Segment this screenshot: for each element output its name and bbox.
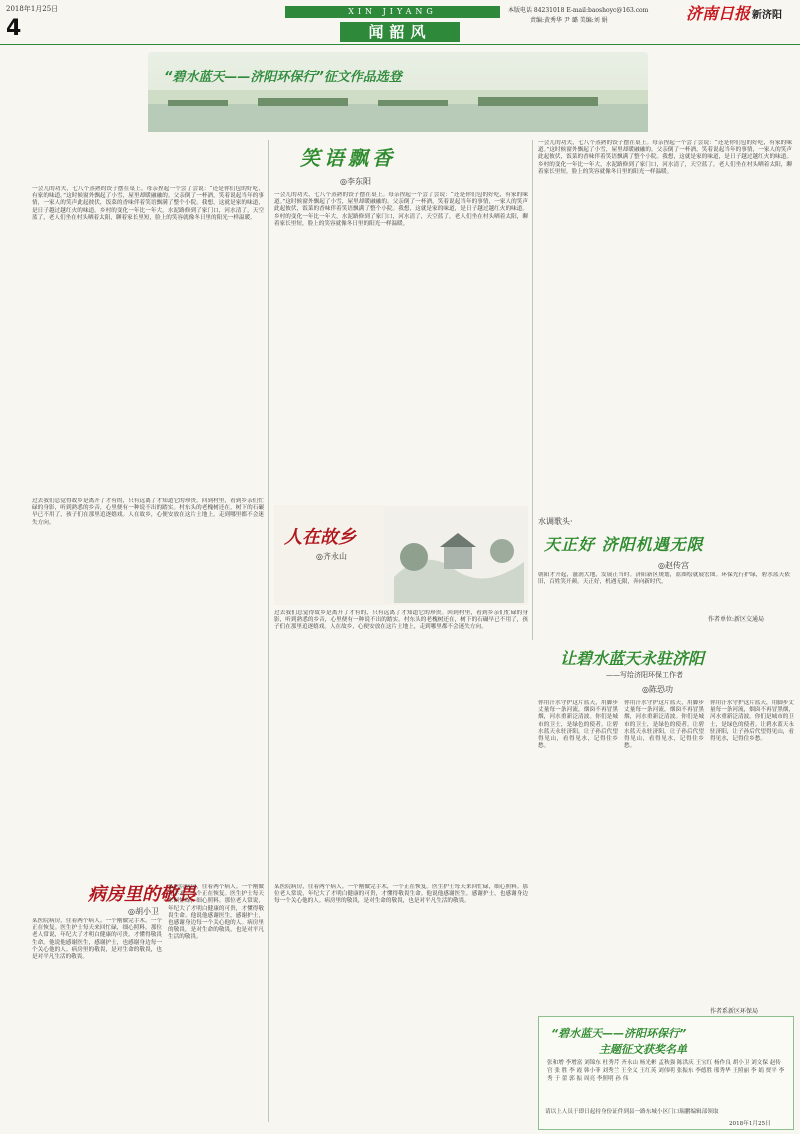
section-title: 闻韶风 [340, 22, 460, 42]
winners-box-subtitle: 主题征文获奖名单 [599, 1043, 687, 1056]
column-divider-1 [268, 140, 269, 1122]
newspaper-logo: 济南日报 [686, 4, 751, 23]
winners-note: 请以上人员于即日起持身份证件到县一路东城小区门口瑞鹏编辑部领取 [545, 1109, 719, 1115]
guxiang-header [274, 505, 528, 605]
article-body-bingfang-col2: 某医院病房，住着两个病人。一个刚做完手术，一个正在恢复。医生护士每天来回忙碌，细心照料。那位老人常说，年纪大了才明白健康的可贵，才懂得敬畏生命。他说他感谢医生，感谢护士，也感谢身边每一个关心他的人。病房里的敬畏，是对生命的敬畏，也是对平凡生活的敬畏。 [168, 884, 264, 941]
shuidiao-author-note: 作者单位:新区交通局 [708, 616, 765, 623]
article-body-bingfang-col3: 某医院病房，住着两个病人。一个刚做完手术，一个正在恢复。医生护士每天来回忙碌，细心照料。那位老人常说，年纪大了才明白健康的可贵，才懂得敬畏生命。他说他感谢医生，感谢护士，也感谢身边每一个关心他的人。病房里的敬畏，是对生命的敬畏，也是对平凡生活的敬畏。 [274, 884, 528, 905]
poem-body-col3: 你用汗水守护这片蓝天，用脚步丈量每一条河流，烟囱不再冒黑烟，河水重新泛清波。你们是城市的卫士，是绿色的使者。让碧水蓝天永驻济阳，让子孙后代望得见山，看得见水，记得住乡愁。 [710, 700, 794, 743]
village-ink-illustration [384, 507, 528, 603]
newspaper-sub-logo: 新济阳 [752, 10, 782, 21]
poem-title: 让碧水蓝天永驻济阳 [560, 649, 705, 668]
article-body-guxiang-left: 过去我们总觉得故乡是离开了才有的，只有远离了才知道它的珍贵。回到村里，看到乡亲们忙碌的身影，听到熟悉的乡音，心里便有一种说不出的踏实。村东头的老槐树还在，树下的石碾早已不用了，孩子们在那里追逐嬉戏。人在故乡，心便安放在这片土地上，走到哪里都不会迷失方向。 [32, 498, 264, 526]
column-divider-2 [532, 140, 533, 640]
article-title-bingfang: 病房里的敬畏 [88, 884, 196, 905]
shuidiao-title: 天正好 济阳机遇无限 [544, 535, 704, 554]
article-author-guxiang: ◎齐永山 [316, 552, 347, 561]
date-label: 2018年1月25日 [6, 5, 59, 13]
winners-box-title: “碧水蓝天——济阳环保行” [551, 1027, 687, 1040]
article-author-bingfang: ◎胡小卫 [128, 907, 159, 916]
edition-label: XIN JIYANG [348, 7, 437, 16]
winners-date: 2018年1月25日 [729, 1121, 771, 1127]
shuidiao-block [538, 516, 794, 628]
hotline: 本版电话 84231018 E-mail:baoshoyc@163.com [508, 7, 649, 14]
article-body-xiaoyu-col3: 一会儿的功夫，七八个蒸熟的饺子摆在桌上。母亲捏起一个尝了尝说：“还是你们包的好吃，有家的味道。”这时候窗外飘起了小雪，屋里却暖融融的。父亲倒了一杯酒，笑着说起当年的事情，一家人的笑声此起彼伏，饭菜的香味伴着笑语飘满了整个小院。我想，这就是家的味道，是日子越过越红火的味道。乡村的变化一年比一年大，水泥路修到了家门口，河水清了，天空蓝了，老人们坐在村头晒着太阳，聊着家长里短，脸上的笑容就像冬日里的阳光一样温暖。 [538, 140, 792, 175]
contest-banner [148, 52, 648, 132]
page-number: 4 [6, 16, 22, 41]
contest-banner-title: “碧水蓝天——济阳环保行”征文作品选登 [164, 70, 402, 85]
article-body-xiaoyu-col2: 一会儿的功夫，七八个蒸熟的饺子摆在桌上。母亲捏起一个尝了尝说：“还是你们包的好吃，有家的味道。”这时候窗外飘起了小雪，屋里却暖融融的。父亲倒了一杯酒，笑着说起当年的事情，一家人的笑声此起彼伏，饭菜的香味伴着笑语飘满了整个小院。我想，这就是家的味道，是日子越过越红火的味道。乡村的变化一年比一年大，水泥路修到了家门口，河水清了，天空蓝了，老人们坐在村头晒着太阳，聊着家长里短，脸上的笑容就像冬日里的阳光一样温暖。 [274, 192, 528, 227]
poem-author: ◎陈恐功 [642, 685, 673, 694]
editors: 责编:黄秀华 尹 璐 美编:刘 娟 [530, 17, 608, 24]
masthead-rule [0, 44, 800, 45]
article-body-guxiang-right: 过去我们总觉得故乡是离开了才有的，只有远离了才知道它的珍贵。回到村里，看到乡亲们忙碌的身影，听到熟悉的乡音，心里便有一种说不出的踏实。村东头的老槐树还在，树下的石碾早已不用了，孩子们在那里追逐嬉戏。人在故乡，心便安放在这片土地上，走到哪里都不会迷失方向。 [274, 610, 528, 631]
shuidiao-author: ◎赵传宫 [658, 561, 689, 570]
poem-body-col2: 你用汗水守护这片蓝天，用脚步丈量每一条河流，烟囱不再冒黑烟，河水重新泛清波。你们是城市的卫士，是绿色的使者。让碧水蓝天永驻济阳，让子孙后代望得见山，看得见水，记得住乡愁。 [624, 700, 704, 750]
poem-body-col1: 你用汗水守护这片蓝天，用脚步丈量每一条河流，烟囱不再冒黑烟，河水重新泛清波。你们是城市的卫士，是绿色的使者。让碧水蓝天永驻济阳，让子孙后代望得见山，看得见水，记得住乡愁。 [538, 700, 618, 750]
article-author-xiaoyu: ◎李东阳 [340, 177, 371, 186]
winners-names: 张和增 李增富 刘锦东 杜秀芹 齐永山 杨光彬 孟秋强 陈洪庆 王宝红 杨作良 胡小卫 刘文保 赵传宫 张 胜 李 霞 韩小菲 刘秀兰 王全义 王红英 刘伟明 张振东 李德胜 邢秀华 王照丽 李 娟 贾平 李秀 于 蕾 郭 振 周亮 李照明 孙 伟 [547, 1060, 785, 1082]
lake-scenery-image [148, 90, 648, 132]
shuidiao-section-label: 水调歌头· [538, 517, 573, 526]
article-title-guxiang: 人在故乡 [284, 527, 356, 548]
article-body-bingfang-col1: 某医院病房，住着两个病人。一个刚做完手术，一个正在恢复。医生护士每天来回忙碌，细心照料。那位老人常说，年纪大了才明白健康的可贵，才懂得敬畏生命。他说他感谢医生，感谢护士，也感谢身边每一个关心他的人。病房里的敬畏，是对生命的敬畏，也是对平凡生活的敬畏。 [32, 918, 162, 961]
shuidiao-body: 朝阳才升起，滋润大地，发展正当时。济阳新区规划，蓝图绘就展宏图。环保先行护绿，碧水蓝天依旧，百姓笑开颜。天正好，机遇无限，奔向新时代。 [538, 572, 790, 586]
edition-bar [285, 6, 500, 18]
masthead [0, 0, 800, 46]
poem-subtitle: ——写给济阳环保工作者 [606, 671, 683, 679]
winners-box [538, 1016, 794, 1130]
article-title-xiaoyu: 笑语飘香 [300, 146, 396, 170]
article-body-xiaoyu-col1: 一会儿的功夫，七八个蒸熟的饺子摆在桌上。母亲捏起一个尝了尝说：“还是你们包的好吃，有家的味道。”这时候窗外飘起了小雪，屋里却暖融融的。父亲倒了一杯酒，笑着说起当年的事情，一家人的笑声此起彼伏，饭菜的香味伴着笑语飘满了整个小院。我想，这就是家的味道，是日子越过越红火的味道。乡村的变化一年比一年大，水泥路修到了家门口，河水清了，天空蓝了，老人们坐在村头晒着太阳，聊着家长里短，脸上的笑容就像冬日里的阳光一样温暖。 [32, 186, 264, 221]
poem-author-note: 作者系新区环保局 [710, 1008, 759, 1015]
